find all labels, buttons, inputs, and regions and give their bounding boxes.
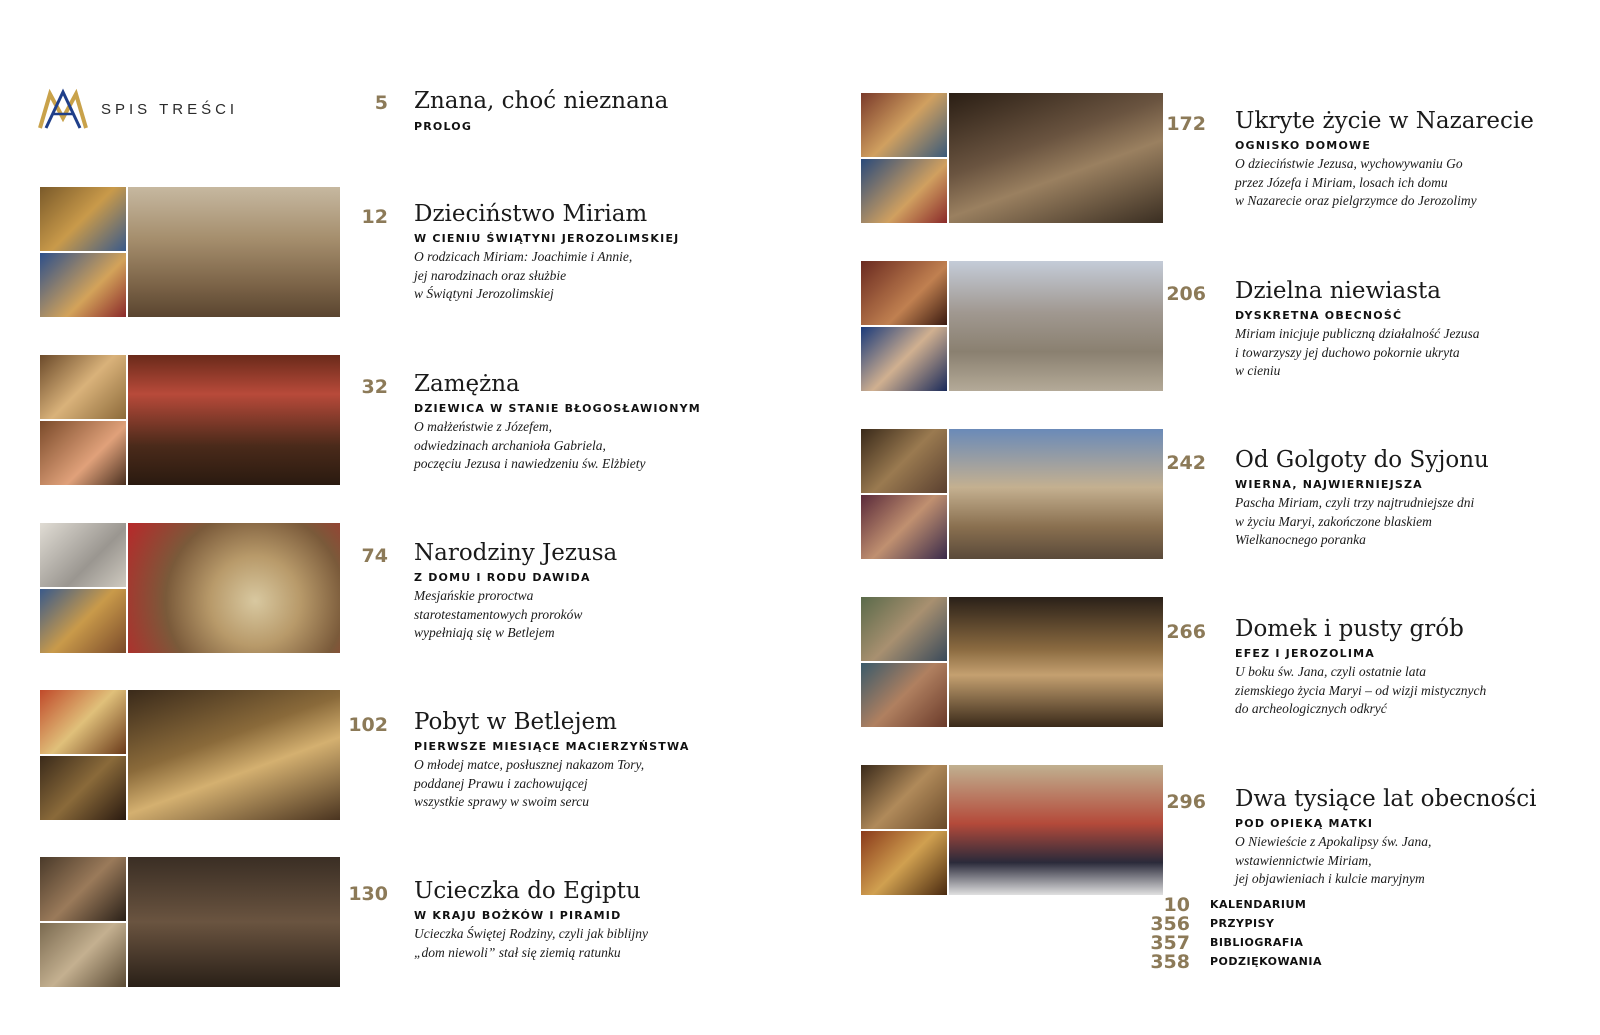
- entry-description-line: Pascha Miriam, czyli trzy najtrudniejsze dni: [1235, 495, 1475, 510]
- entry-subtitle: PROLOG: [414, 120, 473, 133]
- entry-description-line: O rodzicach Miriam: Joachimie i Annie,: [414, 249, 633, 264]
- page-number: 74: [361, 545, 388, 567]
- entry-subtitle: OGNISKO DOMOWE: [1235, 139, 1372, 152]
- chapter-photo-collage: [861, 765, 1163, 895]
- entry-description-line: poczęciu Jezusa i nawiedzeniu św. Elżbiety: [414, 456, 646, 471]
- list-item-label: PODZIĘKOWANIA: [1210, 955, 1322, 968]
- entry-description-line: w Świątyni Jerozolimskiej: [414, 286, 554, 301]
- chapter-photo-collage: [40, 857, 340, 987]
- entry-description-line: wypełniają się w Betlejem: [414, 625, 555, 640]
- entry-title: Znana, choć nieznana: [414, 88, 669, 114]
- page-number: 130: [348, 883, 388, 905]
- entry-subtitle: W KRAJU BOŻKÓW I PIRAMID: [414, 909, 622, 922]
- entry-description-line: ziemskiego życia Maryi – od wizji mistycznych: [1235, 682, 1487, 698]
- entry-title: Zamężna: [414, 371, 520, 397]
- page-number: 296: [1166, 791, 1206, 813]
- page-number: 206: [1166, 283, 1206, 305]
- entry-title: Narodziny Jezusa: [414, 540, 618, 566]
- page-number: 32: [361, 376, 388, 398]
- entry-title: Dzieciństwo Miriam: [414, 201, 648, 227]
- chapter-photo-collage: [40, 523, 340, 653]
- chapter-photo-collage: [40, 355, 340, 485]
- entry-description-line: „dom niewoli” stał się ziemią ratunku: [414, 944, 621, 960]
- page-number: 358: [1150, 951, 1190, 973]
- entry-description-line: Ucieczka Świętej Rodziny, czyli jak biblijny: [414, 926, 648, 941]
- entry-description-line: w cieniu: [1235, 363, 1281, 378]
- page-number: 242: [1166, 452, 1206, 474]
- entry-description-line: i towarzyszy jej duchowo pokornie ukryta: [1235, 344, 1460, 360]
- entry-description-line: jej objawieniach i kulcie maryjnym: [1235, 871, 1425, 886]
- entry-title: Od Golgoty do Syjonu: [1235, 447, 1489, 473]
- entry-subtitle: PIERWSZE MIESIĄCE MACIERZYŃSTWA: [414, 740, 690, 753]
- entry-description-line: U boku św. Jana, czyli ostatnie lata: [1235, 664, 1426, 679]
- entry-description-line: starotestamentowych proroków: [414, 606, 583, 622]
- entry-description-line: wszystkie sprawy w swoim sercu: [414, 794, 589, 809]
- entry-description-line: O młodej matce, posłusznej nakazom Tory,: [414, 757, 645, 772]
- entry-description-line: w Nazarecie oraz pielgrzymce do Jerozolimy: [1235, 193, 1477, 208]
- page-title: SPIS TREŚCI: [101, 101, 239, 118]
- chapter-photo-collage: [40, 187, 340, 317]
- page-number: 12: [361, 206, 388, 228]
- entry-subtitle: EFEZ I JEROZOLIMA: [1235, 647, 1375, 660]
- entry-title: Dzielna niewiasta: [1235, 278, 1442, 304]
- entry-title: Ukryte życie w Nazarecie: [1235, 108, 1534, 134]
- entry-description-line: O małżeństwie z Józefem,: [414, 419, 552, 434]
- list-item-label: BIBLIOGRAFIA: [1210, 936, 1304, 949]
- entry-description-line: do archeologicznych odkryć: [1235, 701, 1387, 716]
- chapter-photo-collage: [861, 429, 1163, 559]
- entry-subtitle: DYSKRETNA OBECNOŚĆ: [1235, 309, 1403, 322]
- entry-title: Dwa tysiące lat obecności: [1235, 786, 1537, 812]
- chapter-photo-collage: [861, 261, 1163, 391]
- entry-subtitle: W CIENIU ŚWIĄTYNI JEROZOLIMSKIEJ: [414, 232, 680, 245]
- page-number: 102: [348, 714, 388, 736]
- list-item-label: KALENDARIUM: [1210, 898, 1307, 911]
- entry-description-line: O dzieciństwie Jezusa, wychowywaniu Go: [1235, 156, 1463, 171]
- page-number: 357: [1150, 932, 1190, 954]
- chapter-photo-collage: [861, 597, 1163, 727]
- entry-description-line: przez Józefa i Miriam, losach ich domu: [1235, 174, 1448, 190]
- entry-subtitle: POD OPIEKĄ MATKI: [1235, 817, 1374, 830]
- entry-description-line: odwiedzinach archanioła Gabriela,: [414, 437, 606, 453]
- entry-description-line: poddanej Prawu i zachowującej: [414, 775, 588, 791]
- list-item-label: PRZYPISY: [1210, 917, 1275, 930]
- entry-description-line: Mesjańskie proroctwa: [414, 588, 534, 603]
- entry-title: Domek i pusty grób: [1235, 616, 1464, 642]
- entry-title: Pobyt w Betlejem: [414, 709, 617, 735]
- chapter-photo-collage: [861, 93, 1163, 223]
- entry-description-line: jej narodzinach oraz służbie: [414, 267, 567, 283]
- entry-description-line: Miriam inicjuje publiczną działalność Jezusa: [1235, 326, 1480, 341]
- entry-description-line: Wielkanocnego poranka: [1235, 532, 1366, 547]
- page-number: 5: [374, 92, 388, 114]
- entry-subtitle: DZIEWICA W STANIE BŁOGOSŁAWIONYM: [414, 402, 701, 415]
- entry-description-line: O Niewieście z Apokalipsy św. Jana,: [1235, 834, 1432, 849]
- page-number: 172: [1166, 113, 1206, 135]
- page-number: 356: [1150, 913, 1190, 935]
- chapter-photo-collage: [40, 690, 340, 820]
- entry-subtitle: WIERNA, NAJWIERNIEJSZA: [1235, 478, 1423, 491]
- entry-description-line: wstawiennictwie Miriam,: [1235, 852, 1372, 868]
- page-number: 266: [1166, 621, 1206, 643]
- page-number: 10: [1163, 894, 1190, 916]
- entry-description-line: w życiu Maryi, zakończone blaskiem: [1235, 513, 1432, 529]
- entry-subtitle: Z DOMU I RODU DAWIDA: [414, 571, 591, 584]
- marian-monogram-icon: [38, 88, 88, 130]
- entry-title: Ucieczka do Egiptu: [414, 878, 641, 904]
